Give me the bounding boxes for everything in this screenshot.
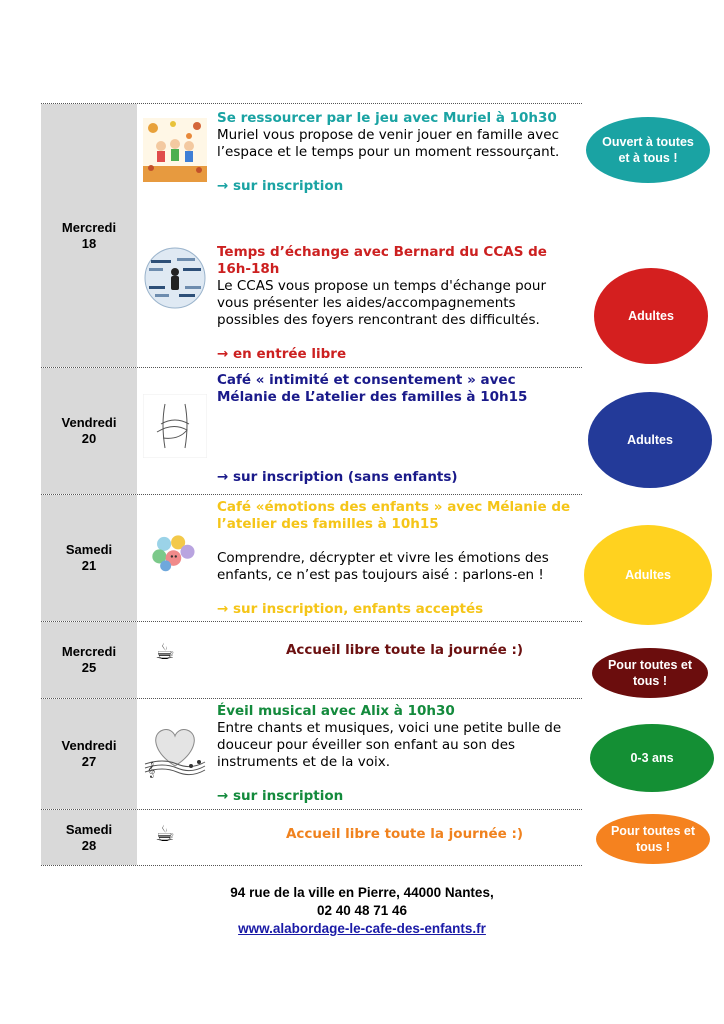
event-title: Café «émotions des enfants » avec Mélanie de l’atelier des familles à 10h15 xyxy=(217,499,571,532)
coffee-cup-icon: ☕ xyxy=(155,640,175,665)
agenda-row xyxy=(41,103,582,367)
event-cell xyxy=(137,699,582,809)
footer-phone: 02 40 48 71 46 xyxy=(316,903,408,918)
audience-badge: Ouvert à toutes et à tous ! xyxy=(586,117,710,183)
agenda-row xyxy=(41,809,582,866)
event-title: Temps d’échange avec Bernard du CCAS de 16h-18h xyxy=(217,244,547,277)
day-cell xyxy=(41,699,137,809)
event-title: Se ressourcer par le jeu avec Muriel à 10h30 xyxy=(217,110,557,126)
agenda-row xyxy=(41,698,582,809)
footer-address: 94 rue de la ville en Pierre, 44000 Nantes, xyxy=(230,885,494,900)
agenda-table xyxy=(41,103,582,866)
day-date: 21 xyxy=(81,558,97,573)
audience-badge: Pour toutes et tous ! xyxy=(596,814,710,864)
event-description: Muriel vous propose de venir jouer en famille avec l’espace et le temps pour un moment ressourçant. xyxy=(217,127,560,160)
day-cell xyxy=(41,622,137,698)
day-cell xyxy=(41,368,137,494)
self-hug-drawing-image xyxy=(143,394,207,458)
agenda-row xyxy=(41,494,582,621)
open-day-text: Accueil libre toute la journée :) xyxy=(285,642,524,658)
day-name: Mercredi xyxy=(61,219,117,235)
day-cell xyxy=(41,810,137,865)
day-date: 28 xyxy=(81,837,97,853)
day-date: 27 xyxy=(81,754,97,769)
emotion-faces-image xyxy=(143,533,207,583)
event-description: Le CCAS vous propose un temps d'échange pour vous présenter les aides/accompagnements possibles des foyers rencontrant des difficultés. xyxy=(217,278,547,328)
event-title: Éveil musical avec Alix à 10h30 xyxy=(217,703,455,719)
event-registration-note: → sur inscription xyxy=(217,178,344,194)
event-registration-note: → sur inscription (sans enfants) xyxy=(217,469,458,485)
open-day-cell xyxy=(137,622,582,698)
event-item xyxy=(137,495,582,621)
children-autumn-image xyxy=(143,118,207,182)
agenda-row xyxy=(41,367,582,494)
event-description: Comprendre, décrypter et vivre les émotions des enfants, ce n’est pas toujours aisé : parlons-en ! xyxy=(217,550,549,583)
agenda-row xyxy=(41,621,582,698)
event-description: Entre chants et musiques, voici une petite bulle de douceur pour éveiller son enfant au son des instruments et de la voix. xyxy=(217,720,562,770)
event-cell xyxy=(137,495,582,621)
word-sphere-image xyxy=(143,246,207,310)
svg-text:𝄞: 𝄞 xyxy=(147,762,156,778)
day-cell xyxy=(41,104,137,367)
coffee-cup-icon: ☕ xyxy=(155,822,175,847)
day-name: Vendredi xyxy=(61,738,117,753)
audience-badge: Adultes xyxy=(584,525,712,625)
audience-badge: Adultes xyxy=(588,392,712,488)
day-cell xyxy=(41,495,137,621)
event-cell xyxy=(137,104,582,367)
day-date: 20 xyxy=(81,431,97,446)
day-name: Samedi xyxy=(65,821,113,837)
open-day-cell xyxy=(137,810,582,865)
music-heart-image xyxy=(143,713,207,783)
footer-website-link[interactable]: www.alabordage-le-cafe-des-enfants.fr xyxy=(238,921,486,936)
event-item xyxy=(137,368,582,494)
day-date: 18 xyxy=(81,235,97,251)
audience-badge: Adultes xyxy=(594,268,708,364)
audience-badge: Pour toutes et tous ! xyxy=(592,648,708,698)
event-title: Café « intimité et consentement » avec Mélanie de L’atelier des familles à 10h15 xyxy=(217,372,528,405)
event-registration-note: → sur inscription, enfants acceptés xyxy=(217,601,484,617)
footer xyxy=(0,884,724,938)
event-registration-note: → en entrée libre xyxy=(217,346,347,362)
day-name: Samedi xyxy=(65,542,113,557)
audience-badge: 0-3 ans xyxy=(590,724,714,792)
open-day-text: Accueil libre toute la journée :) xyxy=(285,826,524,842)
event-cell xyxy=(137,368,582,494)
day-name: Vendredi xyxy=(61,415,117,430)
event-item xyxy=(137,240,582,377)
event-item xyxy=(137,699,582,809)
day-name: Mercredi xyxy=(61,644,117,659)
event-item xyxy=(137,104,582,240)
day-date: 25 xyxy=(81,660,97,675)
event-registration-note: → sur inscription xyxy=(217,788,344,804)
